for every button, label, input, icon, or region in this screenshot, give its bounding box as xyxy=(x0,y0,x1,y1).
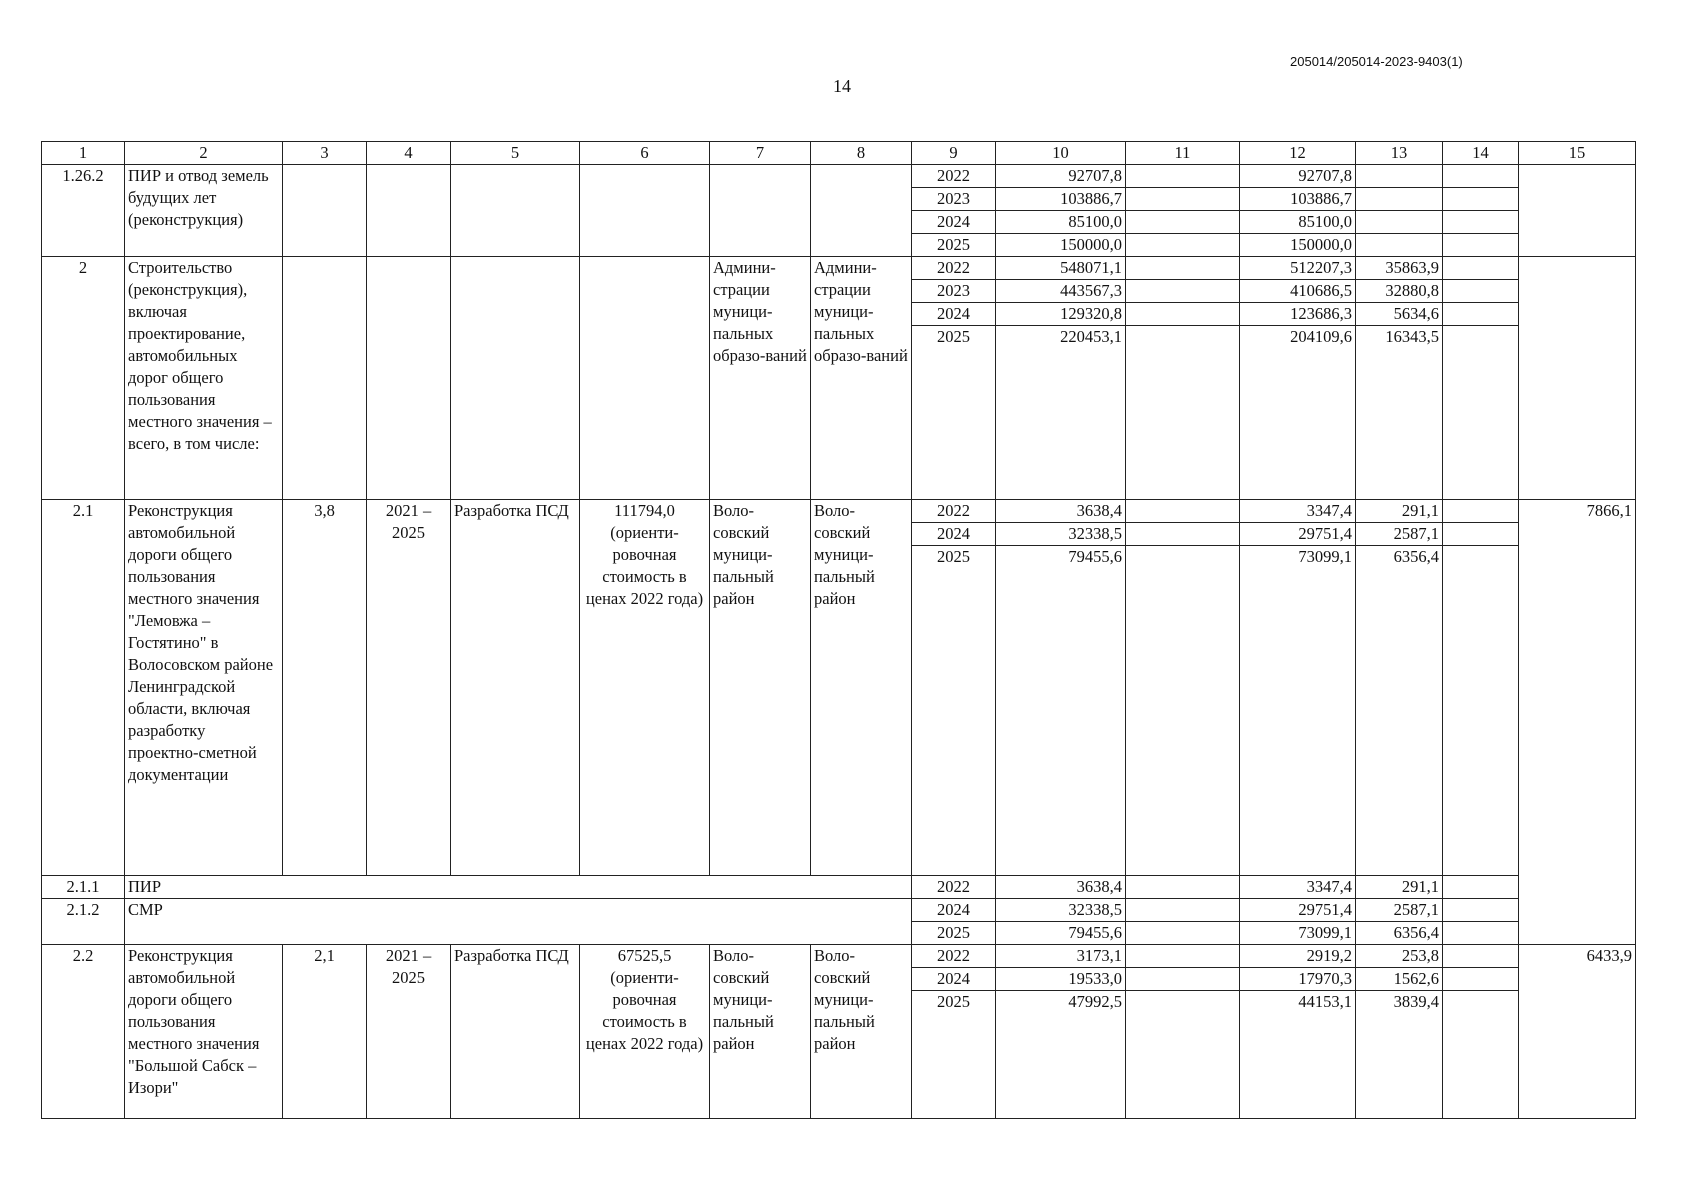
value-cell: 129320,8 xyxy=(996,303,1126,326)
value-cell xyxy=(1126,326,1240,500)
row-number: 2.2 xyxy=(42,945,125,1119)
value-cell xyxy=(1443,500,1519,523)
value-cell xyxy=(1443,922,1519,945)
value-cell: 410686,5 xyxy=(1240,280,1356,303)
table-row xyxy=(42,876,1636,899)
column-header: 4 xyxy=(367,142,451,165)
column-header: 15 xyxy=(1519,142,1636,165)
year-cell: 2022 xyxy=(912,165,996,188)
year-cell: 2022 xyxy=(912,945,996,968)
year-cell: 2024 xyxy=(912,523,996,546)
value-cell xyxy=(1126,922,1240,945)
value-cell: 150000,0 xyxy=(996,234,1126,257)
column-header: 3 xyxy=(283,142,367,165)
value-cell: 6356,4 xyxy=(1356,546,1443,876)
row-number: 2.1 xyxy=(42,500,125,876)
value-cell: 512207,3 xyxy=(1240,257,1356,280)
row-number: 2 xyxy=(42,257,125,500)
value-cell xyxy=(1443,876,1519,899)
value-cell: 35863,9 xyxy=(1356,257,1443,280)
value-cell xyxy=(1126,165,1240,188)
year-cell: 2022 xyxy=(912,876,996,899)
customer-cell: Воло-совский муници-пальный район xyxy=(811,945,912,1119)
column-header: 13 xyxy=(1356,142,1443,165)
row-number: 2.1.2 xyxy=(42,899,125,945)
cell xyxy=(580,165,710,257)
value-cell: 73099,1 xyxy=(1240,922,1356,945)
cell xyxy=(1519,165,1636,257)
value-cell xyxy=(1126,899,1240,922)
column-header: 12 xyxy=(1240,142,1356,165)
value-cell: 291,1 xyxy=(1356,500,1443,523)
value-cell: 3839,4 xyxy=(1356,991,1443,1119)
row-name: ПИР xyxy=(125,876,912,899)
value-cell: 2919,2 xyxy=(1240,945,1356,968)
value-cell xyxy=(1356,234,1443,257)
cell xyxy=(710,165,811,257)
program-table xyxy=(41,141,1636,1119)
value-cell xyxy=(1126,991,1240,1119)
table-row xyxy=(42,945,1636,968)
value-cell: 6356,4 xyxy=(1356,922,1443,945)
value-cell xyxy=(1126,876,1240,899)
value-cell: 32880,8 xyxy=(1356,280,1443,303)
value-cell: 79455,6 xyxy=(996,922,1126,945)
value-cell: 19533,0 xyxy=(996,968,1126,991)
value-cell xyxy=(1126,303,1240,326)
value-cell xyxy=(1356,165,1443,188)
value-cell: 253,8 xyxy=(1356,945,1443,968)
year-cell: 2023 xyxy=(912,280,996,303)
year-cell: 2022 xyxy=(912,257,996,280)
column-header: 10 xyxy=(996,142,1126,165)
value-cell xyxy=(1356,211,1443,234)
column-header: 7 xyxy=(710,142,811,165)
year-cell: 2024 xyxy=(912,899,996,922)
column-header: 6 xyxy=(580,142,710,165)
column-header: 9 xyxy=(912,142,996,165)
column-header: 1 xyxy=(42,142,125,165)
value-cell: 3173,1 xyxy=(996,945,1126,968)
cell xyxy=(283,257,367,500)
value-cell xyxy=(1443,303,1519,326)
value-cell xyxy=(1443,280,1519,303)
table-row xyxy=(42,500,1636,523)
value-cell: 548071,1 xyxy=(996,257,1126,280)
value-cell: 6433,9 xyxy=(1519,945,1636,1119)
value-cell: 32338,5 xyxy=(996,523,1126,546)
year-cell: 2024 xyxy=(912,968,996,991)
cell xyxy=(451,165,580,257)
value-cell: 85100,0 xyxy=(1240,211,1356,234)
value-cell xyxy=(1443,234,1519,257)
value-cell: 1562,6 xyxy=(1356,968,1443,991)
value-cell: 204109,6 xyxy=(1240,326,1356,500)
table-row xyxy=(42,257,1636,280)
year-cell: 2025 xyxy=(912,546,996,876)
value-cell: 32338,5 xyxy=(996,899,1126,922)
value-cell: 5634,6 xyxy=(1356,303,1443,326)
column-header: 14 xyxy=(1443,142,1519,165)
value-cell: 17970,3 xyxy=(1240,968,1356,991)
value-cell: 443567,3 xyxy=(996,280,1126,303)
year-cell: 2023 xyxy=(912,188,996,211)
value-cell: 29751,4 xyxy=(1240,523,1356,546)
customer-cell: Админи-страции муници-пальных образо-ваний xyxy=(811,257,912,500)
value-cell: 16343,5 xyxy=(1356,326,1443,500)
column-header: 11 xyxy=(1126,142,1240,165)
value-cell xyxy=(1356,188,1443,211)
value-cell xyxy=(1126,500,1240,523)
value-cell xyxy=(1443,211,1519,234)
value-cell: 79455,6 xyxy=(996,546,1126,876)
value-cell xyxy=(1126,257,1240,280)
cell xyxy=(367,165,451,257)
page-number: 14 xyxy=(833,76,851,96)
value-cell: 2587,1 xyxy=(1356,523,1443,546)
value-cell: 29751,4 xyxy=(1240,899,1356,922)
cost-cell: 111794,0 (ориенти-ровочная стоимость в ценах 2022 года) xyxy=(580,500,710,876)
year-cell: 2025 xyxy=(912,922,996,945)
row-name: Реконструкция автомобильной дороги общего пользования местного значения "Лемовжа – Гостятино" в Волосовском районе Ленинградской области, включая разработку проектно-сметной документации xyxy=(125,500,283,876)
column-header: 2 xyxy=(125,142,283,165)
row-number: 2.1.1 xyxy=(42,876,125,899)
cell xyxy=(811,165,912,257)
length-cell: 3,8 xyxy=(283,500,367,876)
value-cell: 44153,1 xyxy=(1240,991,1356,1119)
value-cell xyxy=(1443,165,1519,188)
year-cell: 2025 xyxy=(912,326,996,500)
value-cell xyxy=(1443,945,1519,968)
value-cell: 92707,8 xyxy=(996,165,1126,188)
column-header: 8 xyxy=(811,142,912,165)
value-cell xyxy=(1443,188,1519,211)
value-cell xyxy=(1443,968,1519,991)
stage-cell: Разработка ПСД xyxy=(451,500,580,876)
value-cell: 3638,4 xyxy=(996,876,1126,899)
cost-cell: 67525,5 (ориенти-ровочная стоимость в ценах 2022 года) xyxy=(580,945,710,1119)
value-cell: 73099,1 xyxy=(1240,546,1356,876)
cell xyxy=(367,257,451,500)
value-cell: 123686,3 xyxy=(1240,303,1356,326)
year-cell: 2024 xyxy=(912,303,996,326)
row-number: 1.26.2 xyxy=(42,165,125,257)
length-cell: 2,1 xyxy=(283,945,367,1119)
row-name: ПИР и отвод земель будущих лет (реконструкция) xyxy=(125,165,283,257)
value-cell xyxy=(1126,523,1240,546)
cell xyxy=(451,257,580,500)
value-cell: 3347,4 xyxy=(1240,876,1356,899)
stage-cell: Разработка ПСД xyxy=(451,945,580,1119)
row-name: Строительство (реконструкция), включая проектирование, автомобильных дорог общего пользования местного значения – всего, в том числе: xyxy=(125,257,283,500)
row-name: СМР xyxy=(125,899,912,945)
cell xyxy=(283,165,367,257)
value-cell: 92707,8 xyxy=(1240,165,1356,188)
value-cell: 103886,7 xyxy=(1240,188,1356,211)
value-cell: 291,1 xyxy=(1356,876,1443,899)
column-header: 5 xyxy=(451,142,580,165)
table-row xyxy=(42,899,1636,922)
value-cell: 103886,7 xyxy=(996,188,1126,211)
executor-cell: Админи-страции муници-пальных образо-ваний xyxy=(710,257,811,500)
value-cell xyxy=(1443,546,1519,876)
period-cell: 2021 – 2025 xyxy=(367,945,451,1119)
value-cell xyxy=(1126,546,1240,876)
value-cell xyxy=(1443,991,1519,1119)
value-cell: 85100,0 xyxy=(996,211,1126,234)
value-cell: 150000,0 xyxy=(1240,234,1356,257)
year-cell: 2025 xyxy=(912,234,996,257)
customer-cell: Воло-совский муници-пальный район xyxy=(811,500,912,876)
year-cell: 2022 xyxy=(912,500,996,523)
value-cell xyxy=(1126,188,1240,211)
executor-cell: Воло-совский муници-пальный район xyxy=(710,500,811,876)
cell xyxy=(1519,257,1636,500)
value-cell xyxy=(1126,234,1240,257)
cell xyxy=(580,257,710,500)
executor-cell: Воло-совский муници-пальный район xyxy=(710,945,811,1119)
year-cell: 2024 xyxy=(912,211,996,234)
value-cell xyxy=(1126,280,1240,303)
table-row xyxy=(42,165,1636,188)
value-cell xyxy=(1443,326,1519,500)
period-cell: 2021 – 2025 xyxy=(367,500,451,876)
document-id: 205014/205014-2023-9403(1) xyxy=(1290,54,1463,69)
value-cell: 7866,1 xyxy=(1519,500,1636,945)
value-cell: 47992,5 xyxy=(996,991,1126,1119)
year-cell: 2025 xyxy=(912,991,996,1119)
value-cell xyxy=(1126,968,1240,991)
value-cell xyxy=(1443,899,1519,922)
value-cell xyxy=(1126,945,1240,968)
value-cell xyxy=(1443,523,1519,546)
value-cell: 3347,4 xyxy=(1240,500,1356,523)
value-cell: 220453,1 xyxy=(996,326,1126,500)
row-name: Реконструкция автомобильной дороги общего пользования местного значения "Большой Сабск – Изори" xyxy=(125,945,283,1119)
value-cell: 3638,4 xyxy=(996,500,1126,523)
value-cell xyxy=(1443,257,1519,280)
value-cell: 2587,1 xyxy=(1356,899,1443,922)
value-cell xyxy=(1126,211,1240,234)
column-number-row xyxy=(42,142,1636,165)
